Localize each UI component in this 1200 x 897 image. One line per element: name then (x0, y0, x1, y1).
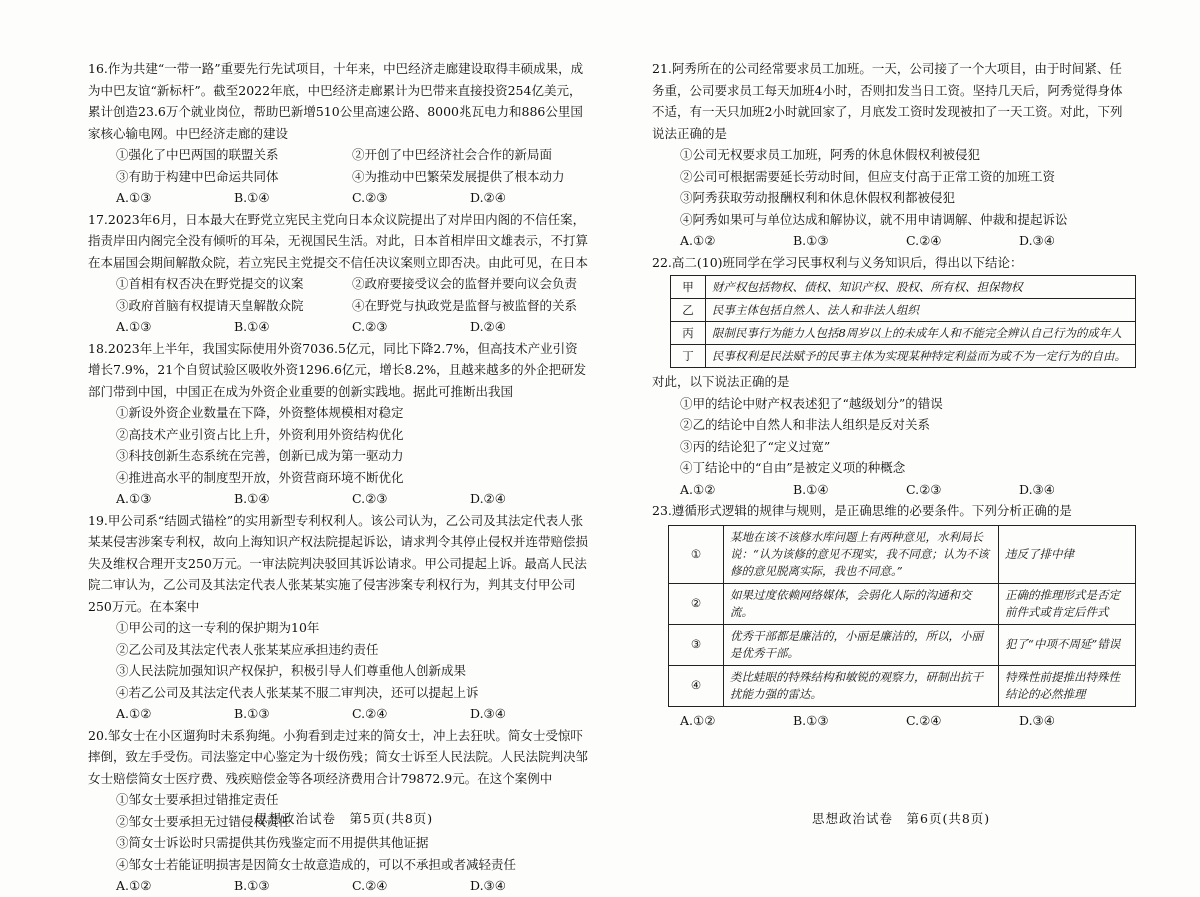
choice-c: C.②③ (352, 319, 388, 334)
table-row (669, 624, 1136, 665)
option: ④邹女士若能证明损害是因简女士故意造成的，可以不承担或者减轻责任 (116, 856, 517, 872)
question-17 (88, 209, 588, 338)
option: ②乙的结论中自然人和非法人组织是反对关系 (680, 417, 931, 432)
choice-d: D.③④ (470, 706, 506, 721)
choice-c: C.②④ (352, 878, 388, 893)
choice-b: B.①④ (234, 319, 270, 334)
choice-b: B.①③ (793, 233, 829, 248)
choice-c: C.②④ (352, 706, 388, 721)
row-text: 某地在该不该修水库问题上有两种意见，水利局长说：“认为该修的意见不现实，我不同意；认为不该修的意见脱离实际，我也不同意。” (724, 525, 999, 583)
option: ①新设外资企业数量在下降，外资整体规模相对稳定 (116, 405, 404, 420)
choice-c: C.②③ (906, 481, 942, 497)
option: ①强化了中巴两国的联盟关系 (116, 147, 279, 162)
choice-a: A.①② (116, 878, 152, 893)
option: ③简女士诉讼时只需提供其伤残鉴定而不用提供其他证据 (116, 835, 429, 850)
row-key: 甲 (671, 276, 706, 299)
row-text: 限制民事行为能力人包括8周岁以上的未成年人和不能完全辨认自己行为的成年人 (706, 322, 1136, 345)
question-stem: 20.邹女士在小区遛狗时未系狗绳。小狗看到走过来的简女士，冲上去狂吠。简女士受惊吓摔倒，致左手受伤。司法鉴定中心鉴定为十级伤残；简女士诉至人民法院。人民法院判决邹女士赔偿简女士医疗费、残疾赔偿金等各项经济费用合计79872.9元。在这个案例中 (88, 727, 589, 786)
choice-d: D.③④ (1019, 481, 1055, 497)
choice-c: C.②③ (352, 491, 388, 506)
option: ①甲的结论中财产权表述犯了“越级划分”的错误 (680, 395, 943, 411)
option: ④在野党与执政党是监督与被监督的关系 (352, 297, 578, 313)
question-stem: 19.甲公司系“结圆式锚栓”的实用新型专利权利人。该公司认为，乙公司及其法定代表人张某某侵害涉案专利权，故向上海知识产权法院提起诉讼，请求判令其停止侵权并连带赔偿损失及维权合理开支250万元。一审法院判决驳回其诉讼请求。甲公司提起上诉。最高人民法院二审认为，乙公司及其法定代表人张某某实施了侵害涉案专利权行为，判其支付甲公司250万元。在本案中 (88, 512, 589, 614)
row-key: ③ (669, 624, 724, 665)
choice-c: C.②④ (906, 712, 942, 728)
table-row (671, 322, 1136, 345)
choice-b: B.①④ (234, 190, 270, 205)
choice-a: A.①② (680, 712, 716, 728)
choice-d: D.③④ (470, 878, 506, 893)
option: ①首相有权否决在野党提交的议案 (116, 276, 304, 291)
row-key: ② (669, 583, 724, 624)
row-key: ④ (669, 665, 724, 706)
page-footer-right: 思想政治试卷 第6页(共8页) (812, 811, 991, 826)
row-key: 丙 (671, 322, 706, 345)
choice-c: C.②④ (906, 233, 942, 248)
row-analysis: 犯了“中项不周延”错误 (999, 624, 1136, 665)
option: ④推进高水平的制度型开放，外资营商环境不断优化 (116, 469, 404, 485)
choice-b: B.①③ (234, 706, 270, 721)
choice-a: A.①② (116, 706, 152, 721)
row-key: 丁 (671, 345, 706, 368)
option: ③丙的结论犯了“定义过宽” (680, 438, 831, 454)
question-stem: 23.遵循形式逻辑的规律与规则，是正确思维的必要条件。下列分析正确的是 (652, 503, 1072, 518)
question-16 (88, 58, 588, 209)
table-row (669, 583, 1136, 624)
question-stem: 22.高二(10)班同学在学习民事权利与义务知识后，得出以下结论： (652, 254, 1023, 270)
choice-b: B.①③ (234, 878, 270, 893)
choice-a: A.①③ (116, 319, 152, 334)
choice-d: D.②④ (470, 491, 506, 506)
option: ②邹女士要承担无过错侵权责任 (116, 813, 292, 829)
row-text: 类比蛙眼的特殊结构和敏锐的观察力，研制出抗干扰能力强的雷达。 (724, 665, 999, 706)
question-23 (652, 500, 1132, 731)
choice-b: B.①③ (793, 712, 829, 728)
row-text: 如果过度依赖网络媒体，会弱化人际的沟通和交流。 (724, 583, 999, 624)
option: ①公司无权要求员工加班，阿秀的休息休假权利被侵犯 (680, 147, 981, 162)
table-row (671, 299, 1136, 322)
option: ③阿秀获取劳动报酬权利和休息休假权利都被侵犯 (680, 190, 956, 205)
choice-b: B.①④ (234, 491, 270, 506)
choice-a: A.①② (680, 481, 716, 497)
choice-b: B.①④ (793, 481, 829, 497)
choice-a: A.①③ (116, 491, 152, 506)
table-row (669, 665, 1136, 706)
analysis-table (668, 525, 1136, 707)
table-row (671, 276, 1136, 299)
option: ④阿秀如果可与单位达成和解协议，就不用申请调解、仲裁和提起诉讼 (680, 211, 1068, 227)
conclusion-table (670, 275, 1136, 368)
row-analysis: 违反了排中律 (999, 525, 1136, 583)
question-lead: 对此，以下说法正确的是 (652, 374, 790, 389)
choice-a: A.①③ (116, 190, 152, 205)
choice-c: C.②③ (352, 190, 388, 205)
question-18 (88, 338, 588, 510)
page-footer-left: 思想政治试卷 第5页(共8页) (255, 811, 434, 826)
option: ②公司可根据需要延长劳动时间，但应支付高于正常工资的加班工资 (680, 168, 1056, 184)
question-21 (652, 58, 1132, 252)
choice-a: A.①② (680, 233, 716, 248)
question-19 (88, 510, 588, 725)
row-text: 优秀干部都是廉洁的，小丽是廉洁的，所以，小丽是优秀干部。 (724, 624, 999, 665)
question-stem: 18.2023年上半年，我国实际使用外资7036.5亿元，同比下降2.7%，但高技术产业引资增长7.9%，21个自贸试验区吸收外资1296.6亿元，增长8.2%，且越来越多的外企把研发部门带到中国，中国正在成为外资企业重要的创新实践地。据此可推断出我国 (88, 340, 587, 399)
right-column (652, 58, 1132, 731)
option: ③有助于构建中巴命运共同体 (116, 168, 279, 184)
option: ④丁结论中的“自由”是被定义项的种概念 (680, 460, 906, 475)
left-column (88, 58, 588, 897)
row-text: 财产权包括物权、债权、知识产权、股权、所有权、担保物权 (706, 276, 1136, 299)
table-row (669, 525, 1136, 583)
choice-d: D.②④ (470, 319, 506, 334)
row-key: 乙 (671, 299, 706, 322)
option: ①邹女士要承担过错推定责任 (116, 792, 279, 807)
option: ②乙公司及其法定代表人张某某应承担违约责任 (116, 641, 379, 657)
option: ④为推动中巴繁荣发展提供了根本动力 (352, 168, 565, 184)
question-stem: 17.2023年6月，日本最大在野党立宪民主党向日本众议院提出了对岸田内阁的不信任案，指责岸田内阁完全没有倾听的耳朵，无视国民生活。对此，日本首相岸田文雄表示，不打算在本届国会期间解散众院，若立宪民主党提交不信任决议案则立即否决。由此可见，在日本 (88, 211, 589, 270)
row-analysis: 特殊性前提推出特殊性结论的必然推理 (999, 665, 1136, 706)
row-analysis: 正确的推理形式是否定前件式或肯定后件式 (999, 583, 1136, 624)
row-key: ① (669, 525, 724, 583)
option: ③政府首脑有权提请天皇解散众院 (116, 297, 304, 313)
choice-d: D.③④ (1019, 233, 1055, 248)
choice-d: D.②④ (470, 190, 506, 205)
option: ③人民法院加强知识产权保护，积极引导人们尊重他人创新成果 (116, 663, 467, 678)
option: ④若乙公司及其法定代表人张某某不服二审判决，还可以提起上诉 (116, 684, 479, 700)
question-22 (652, 252, 1132, 501)
choice-d: D.③④ (1019, 712, 1055, 728)
question-stem: 21.阿秀所在的公司经常要求员工加班。一天，公司接了一个大项目，由于时间紧、任务重，公司要求员工每天加班4小时，否则扣发当日工资。坚持几天后，阿秀觉得身体不适，有一天只加班2小时就回家了，月底发工资时发现被扣了一天工资。对此，下列说法正确的是 (652, 61, 1123, 141)
option: ②政府要接受议会的监督并要向议会负责 (352, 276, 578, 291)
option: ②开创了中巴经济社会合作的新局面 (352, 147, 553, 162)
table-row (671, 345, 1136, 368)
row-text: 民事主体包括自然人、法人和非法人组织 (706, 299, 1136, 322)
option: ③科技创新生态系统在完善，创新已成为第一驱动力 (116, 448, 404, 463)
question-stem: 16.作为共建“一带一路”重要先行先试项目，十年来，中巴经济走廊建设取得丰硕成果，成为中巴友谊“新标杆”。截至2022年底，中巴经济走廊累计为巴带来直接投资254亿美元，累计创造23.6万个就业岗位，帮助巴新增510公里高速公路、8000兆瓦电力和886公里国家核心输电网。中巴经济走廊的建设 (88, 61, 584, 141)
row-text: 民事权利是民法赋予的民事主体为实现某种特定利益而为或不为一定行为的自由。 (706, 345, 1136, 368)
option: ①甲公司的这一专利的保护期为10年 (116, 620, 320, 635)
option: ②高技术产业引资占比上升，外资利用外资结构优化 (116, 426, 404, 442)
